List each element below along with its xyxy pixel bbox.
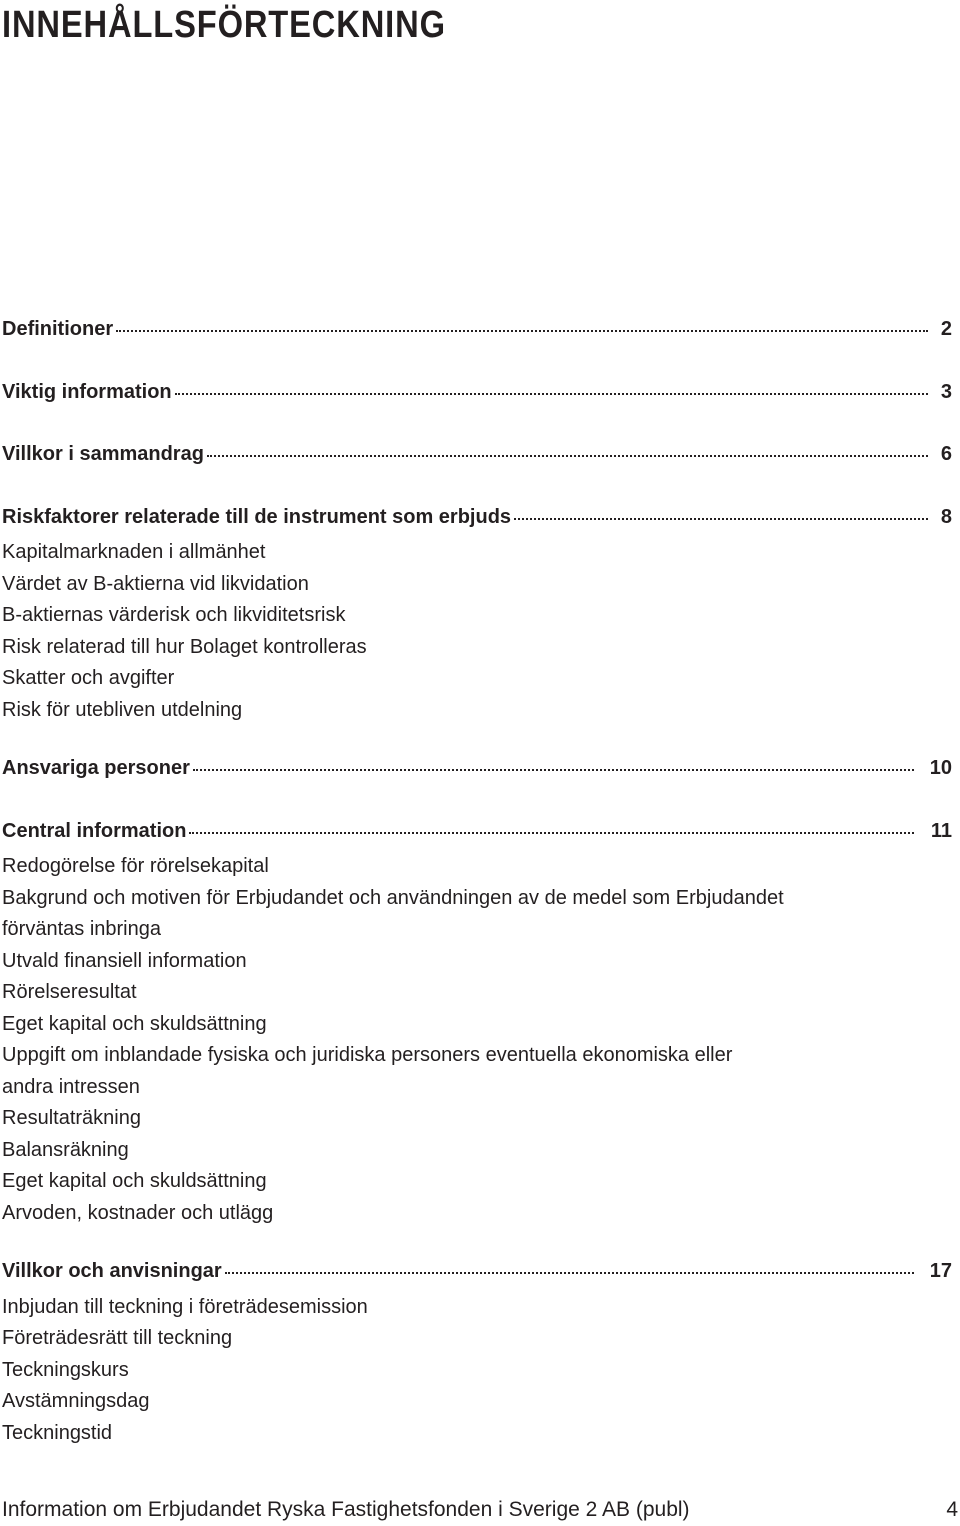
dot-leader bbox=[514, 518, 928, 520]
toc-entry-label: Viktig information bbox=[2, 380, 172, 403]
dot-leader bbox=[189, 832, 914, 834]
toc-entry-central-information[interactable] bbox=[2, 820, 952, 852]
toc-entry-villkor-i-sammandrag[interactable] bbox=[2, 443, 952, 475]
toc-entry-label: Ansvariga personer bbox=[2, 757, 190, 779]
toc-page-number: 17 bbox=[929, 1260, 952, 1282]
toc-section bbox=[2, 1260, 952, 1449]
toc-entry-villkor-och-anvisningar[interactable] bbox=[2, 1260, 952, 1292]
toc-page-number: 3 bbox=[940, 380, 952, 403]
toc-subitem: Teckningskurs bbox=[2, 1358, 129, 1381]
toc-subitem: Uppgift om inblandade fysiska och juridiska personers eventuella ekonomiska eller bbox=[2, 1044, 733, 1066]
dot-leader bbox=[225, 1272, 914, 1274]
toc-subitem: Rörelseresultat bbox=[2, 981, 137, 1003]
dot-leader bbox=[175, 393, 928, 395]
toc-section bbox=[2, 506, 952, 727]
page-footer bbox=[2, 1495, 958, 1525]
toc-subitem: Eget kapital och skuldsättning bbox=[2, 1012, 267, 1035]
toc-entry-label: Villkor och anvisningar bbox=[2, 1260, 222, 1282]
toc-entry-label: Definitioner bbox=[2, 318, 114, 340]
toc-subitem: Risk för utebliven utdelning bbox=[2, 698, 243, 721]
toc-entry-label: Riskfaktorer relaterade till de instrument som erbjuds bbox=[2, 505, 512, 528]
toc-section bbox=[2, 381, 952, 413]
table-of-contents bbox=[2, 318, 952, 1480]
toc-section bbox=[2, 443, 952, 475]
toc-subitem: Redogörelse för rörelsekapital bbox=[2, 855, 269, 877]
toc-subitem: Inbjudan till teckning i företrädesemission bbox=[2, 1295, 368, 1318]
toc-subitem: Eget kapital och skuldsättning bbox=[2, 1170, 267, 1192]
toc-page-number: 11 bbox=[930, 819, 952, 842]
toc-subitem: Skatter och avgifter bbox=[2, 667, 175, 689]
toc-subitem: Teckningstid bbox=[2, 1421, 113, 1444]
dot-leader bbox=[193, 769, 914, 771]
toc-subitem: Avstämningsdag bbox=[2, 1390, 150, 1412]
toc-subitem: Resultaträkning bbox=[2, 1107, 141, 1129]
toc-entry-riskfaktorer[interactable] bbox=[2, 506, 952, 538]
toc-page-number: 10 bbox=[929, 757, 952, 779]
toc-section bbox=[2, 757, 952, 789]
page-title: INNEHÅLLSFÖRTECKNING bbox=[2, 4, 446, 46]
toc-entry-definitioner[interactable] bbox=[2, 318, 952, 350]
toc-subitem: Bakgrund och motiven för Erbjudandet och användningen av de medel som Erbjudandet bbox=[2, 886, 784, 909]
toc-entry-viktig-information[interactable] bbox=[2, 381, 952, 413]
toc-page-number: 8 bbox=[940, 505, 952, 528]
toc-subitem: förväntas inbringa bbox=[2, 918, 161, 940]
toc-section bbox=[2, 318, 952, 350]
toc-subitem: B-aktiernas värderisk och likviditetsrisk bbox=[2, 604, 346, 626]
footer-text: Information om Erbjudandet Ryska Fastighetsfonden i Sverige 2 AB (publ) bbox=[2, 1498, 690, 1521]
toc-subitem: Kapitalmarknaden i allmänhet bbox=[2, 541, 266, 563]
toc-entry-ansvariga-personer[interactable] bbox=[2, 757, 952, 789]
dot-leader bbox=[207, 455, 928, 457]
toc-entry-label: Central information bbox=[2, 819, 187, 842]
toc-page-number: 2 bbox=[940, 318, 952, 340]
toc-subitem: Utvald finansiell information bbox=[2, 949, 247, 972]
footer-page-number: 4 bbox=[946, 1498, 958, 1521]
toc-section bbox=[2, 820, 952, 1230]
dot-leader bbox=[116, 330, 928, 332]
toc-page-number: 6 bbox=[940, 443, 952, 465]
toc-entry-label: Villkor i sammandrag bbox=[2, 443, 204, 465]
toc-subitem: Balansräkning bbox=[2, 1138, 129, 1161]
toc-subitem: Företrädesrätt till teckning bbox=[2, 1327, 233, 1349]
toc-subitem: andra intressen bbox=[2, 1075, 140, 1098]
toc-subitem: Arvoden, kostnader och utlägg bbox=[2, 1201, 274, 1224]
toc-subitem: Värdet av B-aktierna vid likvidation bbox=[2, 572, 309, 595]
toc-subitem: Risk relaterad till hur Bolaget kontrolleras bbox=[2, 635, 367, 658]
